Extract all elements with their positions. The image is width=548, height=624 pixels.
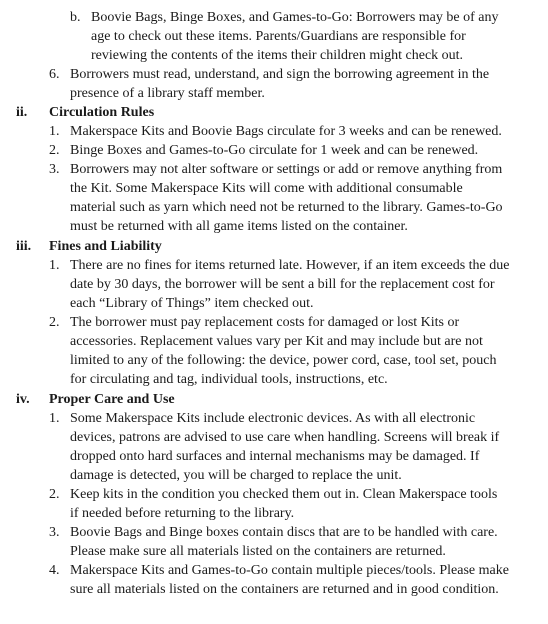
list-item-line: date by 30 days, the borrower will be sent a bill for the replacement cost for xyxy=(70,277,495,292)
list-item-line: Makerspace Kits and Boovie Bags circulate for 3 weeks and can be renewed. xyxy=(70,124,502,139)
list-item-line: material such as yarn which need not be returned to the library. Games-to-Go xyxy=(70,200,503,215)
list-item-line: if needed before returning to the library. xyxy=(70,506,295,521)
list-item-line: limited to any of the following: the device, power cord, case, tool set, pouch xyxy=(70,353,497,368)
list-item-line: damage is detected, you will be charged to replace the unit. xyxy=(70,468,402,483)
list-marker: 1. xyxy=(49,124,60,139)
list-marker: 6. xyxy=(49,67,60,82)
list-marker: 1. xyxy=(49,411,60,426)
list-item-line: Boovie Bags, Binge Boxes, and Games-to-Go: Borrowers may be of any xyxy=(91,10,499,25)
section-marker: ii. xyxy=(16,105,28,120)
section-heading: Fines and Liability xyxy=(49,239,162,254)
list-marker: 1. xyxy=(49,258,60,273)
list-item-line: dropped onto hard surfaces and internal mechanisms may be damaged. If xyxy=(70,449,480,464)
list-item-line: Makerspace Kits and Games-to-Go contain multiple pieces/tools. Please make xyxy=(70,563,509,578)
list-item-line: There are no fines for items returned late. However, if an item exceeds the due xyxy=(70,258,510,273)
list-item-line: Some Makerspace Kits include electronic devices. As with all electronic xyxy=(70,411,476,426)
list-item-line: sure all materials listed on the containers are returned and in good condition. xyxy=(70,582,499,597)
list-item-line: Borrowers must read, understand, and sign the borrowing agreement in the xyxy=(70,67,490,82)
list-marker: 2. xyxy=(49,487,60,502)
section-heading: Proper Care and Use xyxy=(49,392,175,407)
list-item-line: devices, patrons are advised to use care when handling. Screens will break if xyxy=(70,430,500,445)
list-marker: b. xyxy=(70,10,81,25)
list-marker: 2. xyxy=(49,143,60,158)
list-item-line: presence of a library staff member. xyxy=(70,86,265,101)
list-item-line: each “Library of Things” item checked out. xyxy=(70,296,314,311)
list-item-line: Please make sure all materials listed on the containers are returned. xyxy=(70,544,446,559)
list-marker: 2. xyxy=(49,315,60,330)
list-marker: 4. xyxy=(49,563,60,578)
section-marker: iv. xyxy=(16,392,30,407)
section-marker: iii. xyxy=(16,239,32,254)
list-item-line: reviewing the contents of the items their children might check out. xyxy=(91,48,464,63)
list-item-line: Binge Boxes and Games-to-Go circulate for 1 week and can be renewed. xyxy=(70,143,479,158)
list-item-line: age to check out these items. Parents/Guardians are responsible for xyxy=(91,29,466,44)
list-item-line: for circulating and tag, individual tools, instructions, etc. xyxy=(70,372,388,387)
list-marker: 3. xyxy=(49,162,60,177)
list-marker: 3. xyxy=(49,525,60,540)
list-item-line: accessories. Replacement values vary per Kit and may include but are not xyxy=(70,334,483,349)
list-item-line: the Kit. Some Makerspace Kits will come with additional consumable xyxy=(70,181,463,196)
list-item-line: The borrower must pay replacement costs for damaged or lost Kits or xyxy=(70,315,460,330)
list-item-line: Boovie Bags and Binge boxes contain discs that are to be handled with care. xyxy=(70,525,498,540)
list-item-line: must be returned with all game items listed on the container. xyxy=(70,219,408,234)
section-heading: Circulation Rules xyxy=(49,105,155,120)
list-item-line: Keep kits in the condition you checked them out in. Clean Makerspace tools xyxy=(70,487,498,502)
list-item-line: Borrowers may not alter software or settings or add or remove anything from xyxy=(70,162,503,177)
